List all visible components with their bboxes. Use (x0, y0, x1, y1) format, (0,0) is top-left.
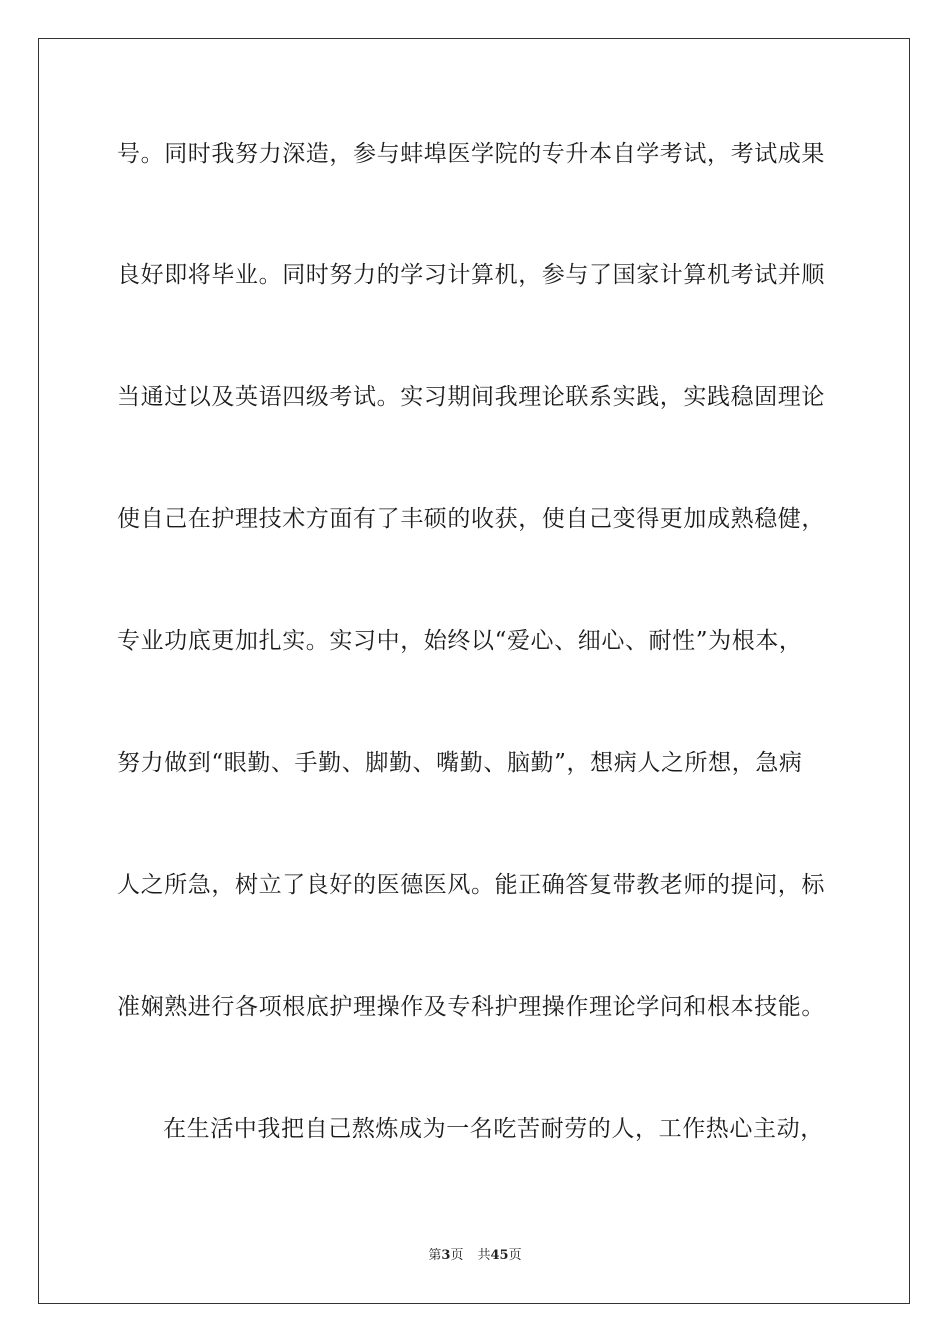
footer-page-number: 3 (441, 1248, 451, 1263)
body-text-line-8: 准娴熟进行各项根底护理操作及专科护理操作理论学问和根本技能。 (117, 994, 825, 1020)
body-text-line-9: 在生活中我把自己熬炼成为一名吃苦耐劳的人，工作热心主动， (163, 1116, 824, 1142)
body-text-line-6: 努力做到“眼勤、手勤、脚勤、嘴勤、脑勤”，想病人之所想，急病 (117, 750, 803, 776)
body-text-line-2: 良好即将毕业。同时努力的学习计算机，参与了国家计算机考试并顺 (117, 262, 825, 288)
page-footer (0, 1248, 950, 1264)
footer-total-pages: 45 (490, 1248, 509, 1263)
body-text-line-7: 人之所急，树立了良好的医德医风。能正确答复带教老师的提问，标 (117, 872, 825, 898)
body-text-line-1: 号。同时我努力深造，参与蚌埠医学院的专升本自学考试，考试成果 (117, 141, 825, 167)
body-text-line-4: 使自己在护理技术方面有了丰硕的收获，使自己变得更加成熟稳健， (117, 506, 825, 532)
body-text-line-5: 专业功底更加扎实。实习中，始终以“爱心、细心、耐性”为根本， (117, 628, 803, 654)
footer-total-prefix: 共 (477, 1248, 491, 1263)
footer-total-suffix: 页 (508, 1248, 522, 1263)
body-text-line-3: 当通过以及英语四级考试。实习期间我理论联系实践，实践稳固理论 (117, 384, 825, 410)
footer-page-suffix: 页 (450, 1248, 464, 1263)
footer-page-prefix: 第 (428, 1248, 442, 1263)
